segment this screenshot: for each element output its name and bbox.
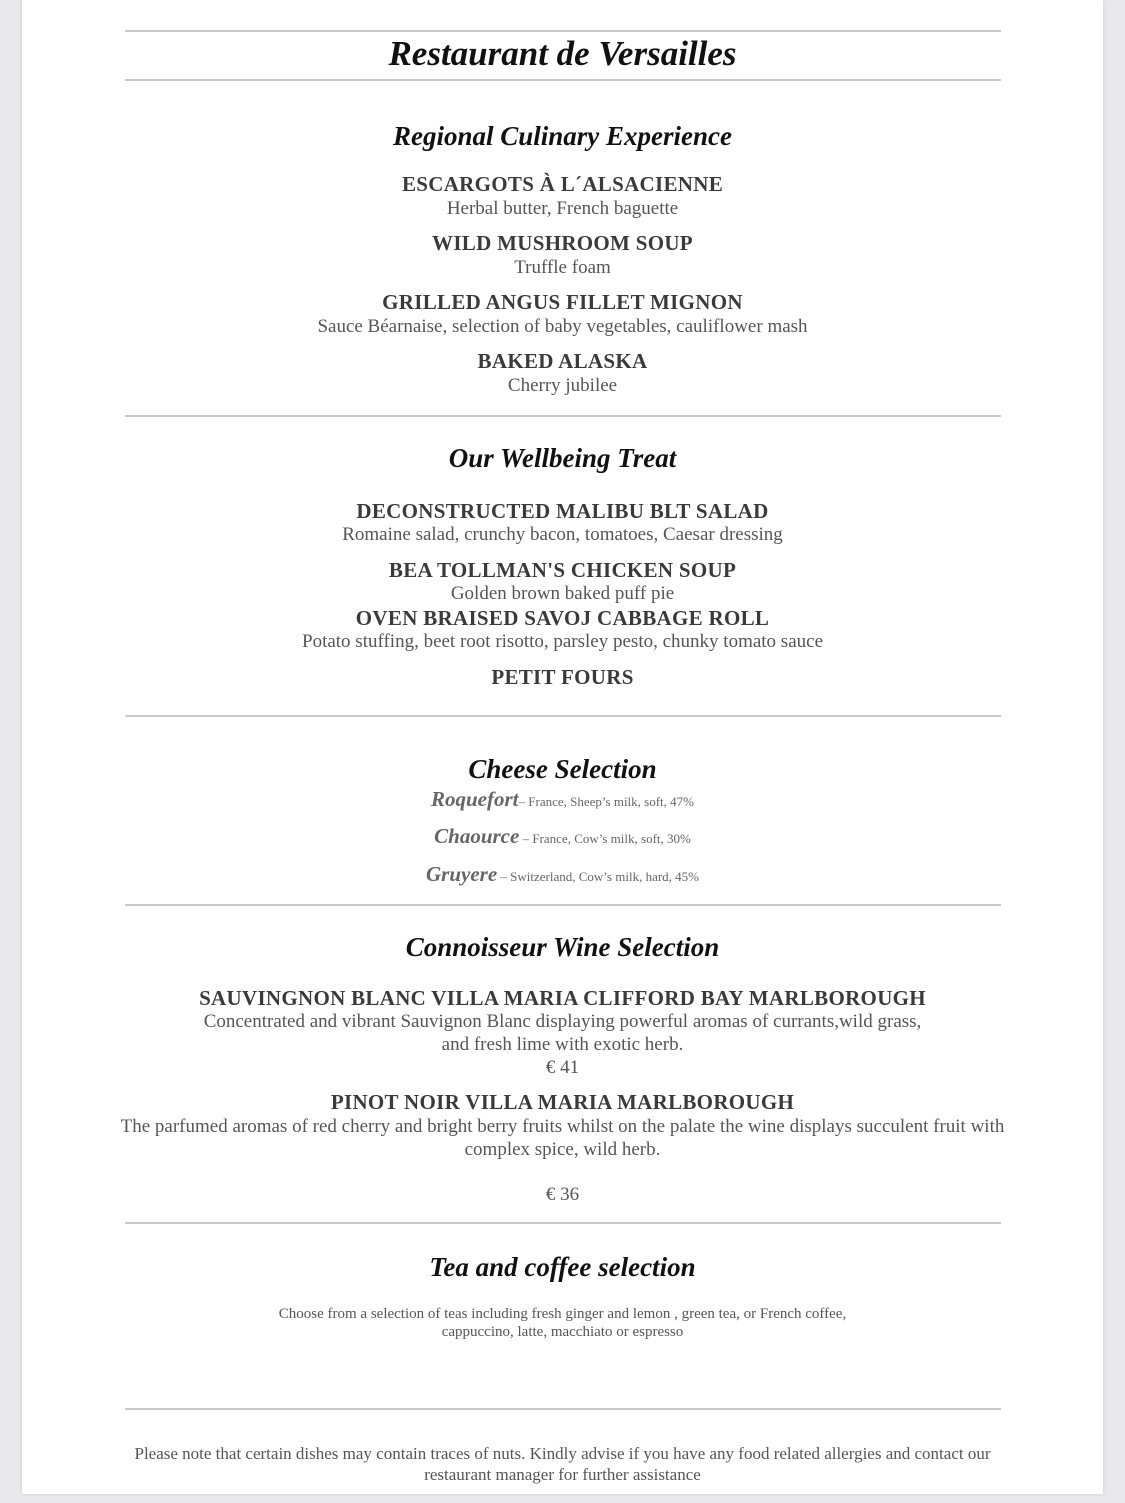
dish-description: Sauce Béarnaise, selection of baby vegetables, cauliflower mash [317, 316, 808, 337]
cheese-detail: – France, Sheep’s milk, soft, 47% [518, 794, 694, 809]
cheese-detail: – Switzerland, Cow’s milk, hard, 45% [497, 869, 699, 884]
dish-name: OVEN BRAISED SAVOJ CABBAGE ROLL [355, 606, 770, 630]
wine-description: complex spice, wild herb. [464, 1139, 661, 1160]
cheese-item [0, 861, 1125, 890]
section-heading-cheese: Cheese Selection [468, 754, 657, 784]
wine-price: € 36 [545, 1184, 580, 1205]
divider [125, 79, 1001, 81]
section-heading-regional: Regional Culinary Experience [392, 121, 733, 151]
cheese-name: Chaource [434, 824, 520, 848]
cheese-detail: – France, Cow’s milk, soft, 30% [519, 831, 691, 846]
allergy-note: Please note that certain dishes may contain traces of nuts. Kindly advise if you have any food related allergies and contact our [134, 1444, 991, 1463]
section-heading-tea: Tea and coffee selection [429, 1252, 696, 1282]
dish-name: ESCARGOTS À L´ALSACIENNE [401, 172, 724, 196]
divider [125, 1222, 1001, 1224]
dish-name: DECONSTRUCTED MALIBU BLT SALAD [356, 499, 769, 523]
dish-description: Golden brown baked puff pie [450, 583, 675, 604]
wine-name: SAUVINGNON BLANC VILLA MARIA CLIFFORD BAY MARLBOROUGH [199, 986, 926, 1010]
dish-description: Truffle foam [514, 257, 611, 278]
allergy-note: restaurant manager for further assistance [424, 1465, 701, 1484]
divider [125, 415, 1001, 417]
dish-name: WILD MUSHROOM SOUP [432, 231, 693, 255]
cheese-item [0, 786, 1125, 815]
dish-name: PETIT FOURS [491, 665, 634, 689]
wine-name: PINOT NOIR VILLA MARIA MARLBOROUGH [330, 1090, 795, 1114]
dish-description: Herbal butter, French baguette [446, 198, 679, 219]
divider [125, 904, 1001, 906]
wine-price: € 41 [545, 1057, 580, 1078]
cheese-name: Roquefort [431, 787, 519, 811]
restaurant-title: Restaurant de Versailles [388, 34, 737, 73]
section-heading-wellbeing: Our Wellbeing Treat [448, 443, 677, 473]
divider [125, 1408, 1001, 1410]
tea-description: cappuccino, latte, macchiato or espresso [441, 1324, 684, 1340]
wine-description: The parfumed aromas of red cherry and bright berry fruits whilst on the palate the wine displays succulent fruit with [120, 1116, 1005, 1137]
section-heading-wine: Connoisseur Wine Selection [405, 932, 720, 962]
cheese-item [0, 823, 1125, 852]
dish-name: GRILLED ANGUS FILLET MIGNON [382, 290, 743, 314]
dish-name: BEA TOLLMAN'S CHICKEN SOUP [388, 558, 737, 582]
dish-name: BAKED ALASKA [477, 349, 648, 373]
wine-description: and fresh lime with exotic herb. [441, 1034, 684, 1055]
dish-description: Romaine salad, crunchy bacon, tomatoes, Caesar dressing [342, 524, 783, 545]
tea-description: Choose from a selection of teas including fresh ginger and lemon , green tea, or French coffee, [278, 1306, 847, 1322]
dish-description: Cherry jubilee [507, 375, 618, 396]
dish-description: Potato stuffing, beet root risotto, parsley pesto, chunky tomato sauce [302, 631, 823, 652]
cheese-name: Gruyere [426, 862, 498, 886]
divider [125, 715, 1001, 717]
wine-description: Concentrated and vibrant Sauvignon Blanc displaying powerful aromas of currants,wild grass, [203, 1011, 922, 1032]
